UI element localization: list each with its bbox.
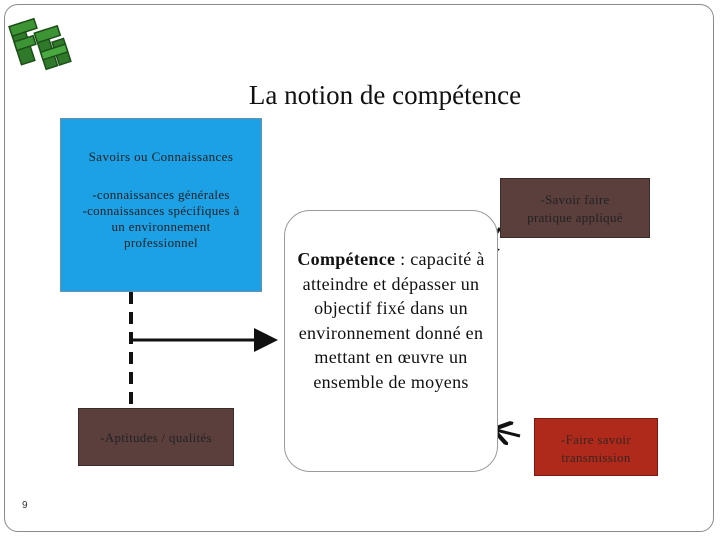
faire-savoir-box [534,418,658,476]
page-number: 9 [22,500,28,511]
savoir-faire-box [500,178,650,238]
competence-box [284,210,498,472]
faire-savoir-line-1: -Faire savoir [561,432,631,447]
competence-term: Compétence [297,249,396,269]
savoir-faire-line-1: -Savoir faire [540,192,610,207]
savoirs-line-4: professionnel [124,235,198,250]
savoirs-line-2: -connaissances spécifiques à [82,203,240,218]
faire-savoir-line-2: transmission [561,450,631,465]
aptitudes-box [78,408,234,466]
arrow-from-faire-savoir [496,430,520,436]
competence-definition: : capacité à atteindre et dépasser un objectif fixé dans un environnement donné en mettant en œuvre un ensemble de moyens [298,249,485,392]
slide-title: La notion de compétence [248,80,522,110]
savoirs-line-3: un environnement [111,219,211,234]
aptitudes-label: -Aptitudes / qualités [100,430,212,445]
savoirs-line-1: -connaissances générales [92,187,230,202]
savoirs-box [60,118,262,292]
savoirs-heading: Savoirs ou Connaissances [88,149,234,164]
savoir-faire-line-2: pratique appliqué [527,210,623,225]
